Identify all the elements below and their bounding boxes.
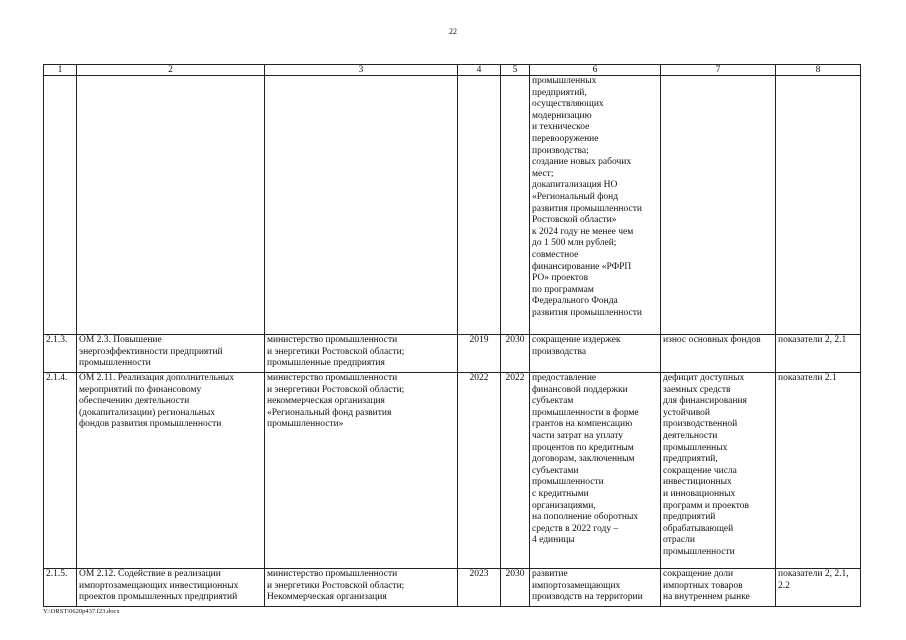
row-number-cell: 2.1.4. <box>44 373 77 569</box>
column-header: 1 <box>44 65 77 76</box>
indicators-cell: показатели 2, 2.1 <box>776 335 861 373</box>
executor-cell <box>265 76 458 335</box>
executor-cell: министерство промышленности и энергетики Ростовской области; некоммерческая организация «Региональный фонд развития промышленности» <box>265 373 458 569</box>
result-cell: сокращение издержек производства <box>530 335 661 373</box>
column-header: 2 <box>77 65 265 76</box>
result-cell: предоставление финансовой поддержки субъектам промышленности в форме грантов на компенсацию части затрат на уплату процентов по кредитным договорам, заключенным субъектами промышленности с кредитными организациями, на пополнение оборотных средств в 2022 году – 4 единицы <box>530 373 661 569</box>
column-header: 6 <box>530 65 661 76</box>
executor-cell: министерство промышленности и энергетики Ростовской области; промышленные предприятия <box>265 335 458 373</box>
column-header: 5 <box>501 65 530 76</box>
consequence-cell: дефицит доступных заемных средств для финансирования устойчивой производственной деятельности промышленных предприятий, сокращение числа инвестиционных и инновационных программ и проектов предприятий обрабатывающей отрасли промышленности <box>661 373 776 569</box>
measure-cell <box>77 76 265 335</box>
row-number-cell <box>44 76 77 335</box>
indicators-cell: показатели 2, 2.1, 2.2 <box>776 569 861 607</box>
start-year-cell: 2019 <box>458 335 501 373</box>
table-row <box>44 76 861 335</box>
measure-cell: ОМ 2.12. Содействие в реализации импортозамещающих инвестиционных проектов промышленных предприятий <box>77 569 265 607</box>
executor-cell: министерство промышленности и энергетики Ростовской области; Некоммерческая организация <box>265 569 458 607</box>
table-header-row <box>44 65 861 76</box>
consequence-cell: сокращение доли импортных товаров на внутреннем рынке <box>661 569 776 607</box>
start-year-cell <box>458 76 501 335</box>
end-year-cell: 2022 <box>501 373 530 569</box>
row-number-cell: 2.1.5. <box>44 569 77 607</box>
table-row <box>44 335 861 373</box>
end-year-cell <box>501 76 530 335</box>
column-header: 7 <box>661 65 776 76</box>
column-header: 4 <box>458 65 501 76</box>
consequence-cell: износ основных фондов <box>661 335 776 373</box>
row-number-cell: 2.1.3. <box>44 335 77 373</box>
indicators-cell <box>776 76 861 335</box>
page-number: 22 <box>449 27 457 36</box>
consequence-cell <box>661 76 776 335</box>
indicators-cell: показатели 2.1 <box>776 373 861 569</box>
start-year-cell: 2023 <box>458 569 501 607</box>
column-header: 3 <box>265 65 458 76</box>
start-year-cell: 2022 <box>458 373 501 569</box>
result-cell: промышленных предприятий, осуществляющих модернизацию и техническое перевооружение производства; создание новых рабочих мест; докапитализация НО «Региональный фонд развития промышленности Ростовской области» к 2024 году не менее чем до 1 500 млн рублей; совместное финансирование «РФРП РО» проектов по программам Федерального Фонда развития промышленности <box>530 76 661 335</box>
measures-table <box>43 64 861 607</box>
measure-cell: ОМ 2.11. Реализация дополнительных мероприятий по финансовому обеспечению деятельности (докапитализации) региональных фондов развития промышленности <box>77 373 265 569</box>
table-row <box>44 373 861 569</box>
end-year-cell: 2030 <box>501 569 530 607</box>
column-header: 8 <box>776 65 861 76</box>
table-row <box>44 569 861 607</box>
end-year-cell: 2030 <box>501 335 530 373</box>
footer-file-path: Y:\ORST\0620p437.f23.docx <box>43 608 120 615</box>
result-cell: развитие импортозамещающих производств на территории <box>530 569 661 607</box>
measure-cell: ОМ 2.3. Повышение энергоэффективности предприятий промышленности <box>77 335 265 373</box>
